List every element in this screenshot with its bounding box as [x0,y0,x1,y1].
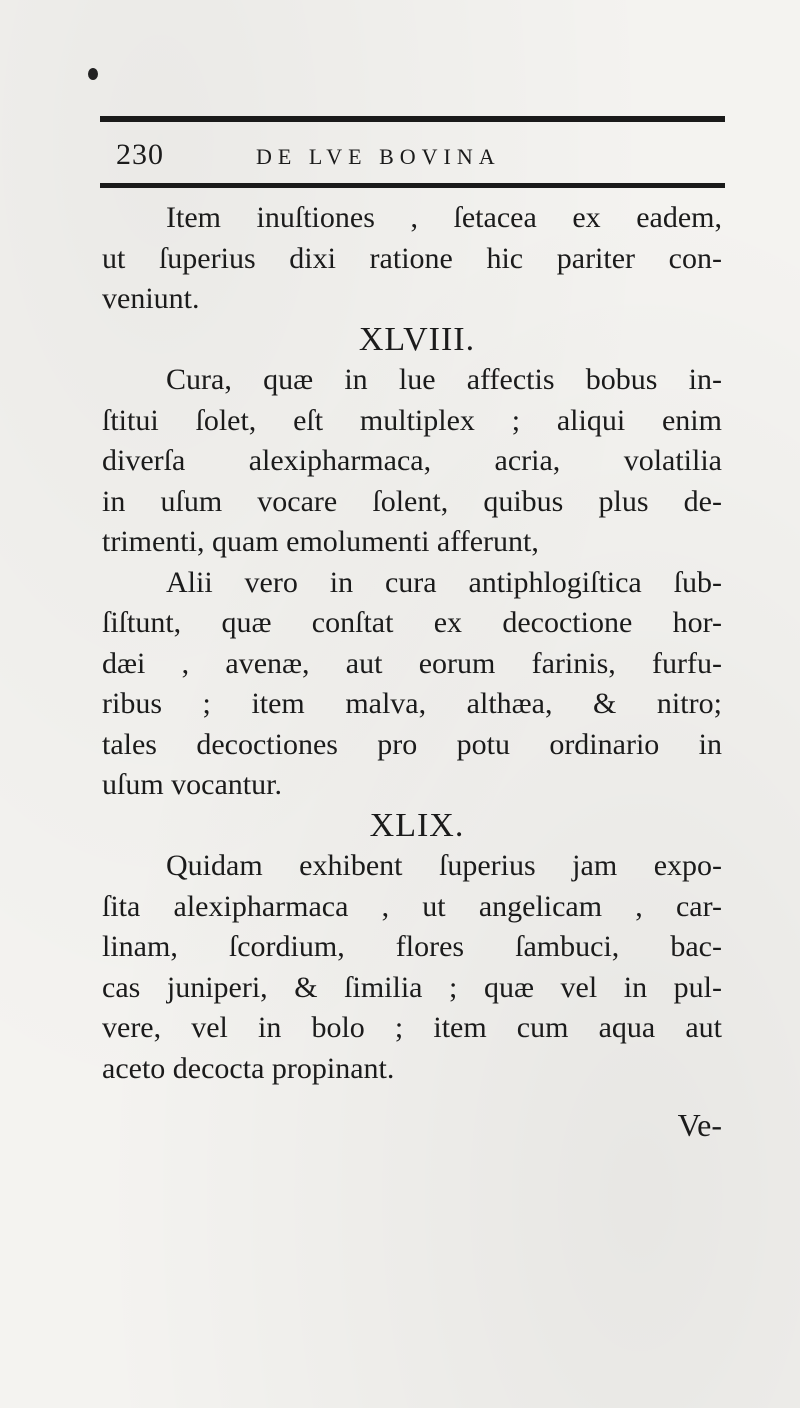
text-line: veniunt. [102,282,200,315]
word: jam [572,849,618,882]
text-line [102,725,722,766]
word: cum [516,1011,569,1044]
word: nitro; [656,687,722,720]
word: in [258,1011,282,1044]
word: bac- [670,930,722,963]
word: ſolent, [372,484,449,518]
word: ; [511,403,521,437]
word: pariter [556,241,636,275]
word: car- [675,889,722,923]
word: conſtat [311,606,394,639]
word: angelicam [478,889,603,923]
word: quæ [221,606,272,639]
word: ribus [102,687,162,720]
word: eorum [418,646,496,680]
word: aliqui [556,403,626,437]
text-line [102,644,722,685]
page-number: 230 [116,138,164,171]
section-heading: XLIX. [369,806,465,844]
word: ſuperius [439,849,536,882]
word: decoctiones [196,727,338,761]
word: flores [395,930,465,963]
word: ſcordium, [228,930,345,963]
word: bobus [585,363,658,396]
word: Quidam [166,849,263,882]
word: malva, [345,687,427,720]
word: item [433,1011,487,1044]
text-line [102,482,722,523]
word: volatilia [623,444,722,477]
word: ; [394,1011,404,1044]
section-heading: XLVIII. [358,320,476,358]
word: ſetacea [453,201,537,234]
word: diverſa [102,444,186,477]
word: inuſtiones [256,201,375,234]
word: furfu- [652,646,722,680]
ink-spot [88,68,98,80]
word: ſolet, [195,403,257,437]
word: potu [456,727,510,761]
word: plus [598,484,649,518]
word: quibus [483,484,564,518]
word: , [635,889,643,923]
word: ratione [369,241,453,275]
word: in [344,363,368,396]
word: alexipharmaca, [248,444,432,477]
word: , [181,646,190,680]
word: multiplex [359,403,475,437]
word: linam, [102,930,178,963]
text-line [102,441,722,482]
word: Item [166,201,221,234]
word: expo- [653,849,722,882]
word: ut [422,889,446,923]
text-line [102,239,722,280]
text-line: trimenti, quam emolumenti afferunt, [102,525,539,558]
word: vero [244,565,298,599]
text-line [102,846,722,887]
word: aut [685,1011,722,1044]
word: de- [683,484,722,518]
word: tales [102,727,157,761]
word: item [251,687,305,720]
word: ſita [102,889,141,923]
text-line [102,563,722,604]
text-line: aceto decocta propinant. [102,1051,395,1085]
running-title: DE LVE BOVINA [256,144,501,169]
word: cas [102,970,141,1004]
word: hic [486,241,524,275]
text-line [102,927,722,968]
text-line [102,401,722,442]
word: bolo [311,1011,365,1044]
text-line [102,603,722,644]
header-rule-bottom [100,183,725,188]
word: althæa, [466,687,553,720]
word: ex [433,606,463,639]
word: aqua [598,1011,656,1044]
word: in- [688,363,722,396]
word: quæ [263,363,314,396]
text-line [102,684,722,725]
word: lue [398,363,436,396]
word: ut [102,241,126,275]
catchword-row [102,1089,722,1161]
text-line [102,887,722,928]
word: alexipharmaca [173,889,349,923]
word: affectis [466,363,555,396]
word: antiphlogiſtica [468,565,642,599]
text-line [102,360,722,401]
word: ſimilia [344,970,423,1004]
word: vocare [257,484,338,518]
word: & [294,970,318,1004]
word: eadem, [636,201,722,234]
word: uſum [160,484,223,518]
word: quæ [483,970,534,1004]
word: ſub- [673,565,722,599]
word: Alii [166,565,213,599]
word: ; [202,687,211,720]
word: ſiſtunt, [102,606,182,639]
word: enim [661,403,722,437]
word: in [329,565,354,599]
word: cura [384,565,437,599]
word: & [593,687,617,720]
header-rule-top [100,116,725,122]
word: hor- [672,606,722,639]
word: vel [560,970,598,1004]
word: ex [572,201,601,234]
catchword: Ve- [677,1107,722,1143]
word: Cura, [166,363,232,396]
word: acria, [494,444,561,477]
word: , [381,889,390,923]
text-line [102,198,722,239]
text-line [102,1008,722,1049]
word: ; [449,970,458,1004]
word: juniperi, [166,970,268,1004]
word: in [698,727,722,761]
word: dæi [102,646,146,680]
word: in [623,970,648,1004]
word: ſuperius [158,241,256,275]
word: , [410,201,418,234]
body-text [102,198,722,1161]
word: pro [377,727,418,761]
word: vere, [102,1011,162,1044]
text-line: uſum vocantur. [102,768,282,801]
word: eſt [293,403,324,437]
word: ſtitui [102,403,159,437]
word: ſambuci, [515,930,620,963]
word: aut [345,646,383,680]
word: con- [668,241,722,275]
word: vel [191,1011,228,1044]
word: avenæ, [225,646,310,680]
word: farinis, [531,646,616,680]
word: pul- [673,970,722,1004]
word: dixi [289,241,336,275]
word: exhibent [299,849,403,882]
running-head [116,138,716,178]
word: ordinario [549,727,660,761]
text-line [102,968,722,1009]
word: decoctione [502,606,633,639]
word: in [102,484,126,518]
